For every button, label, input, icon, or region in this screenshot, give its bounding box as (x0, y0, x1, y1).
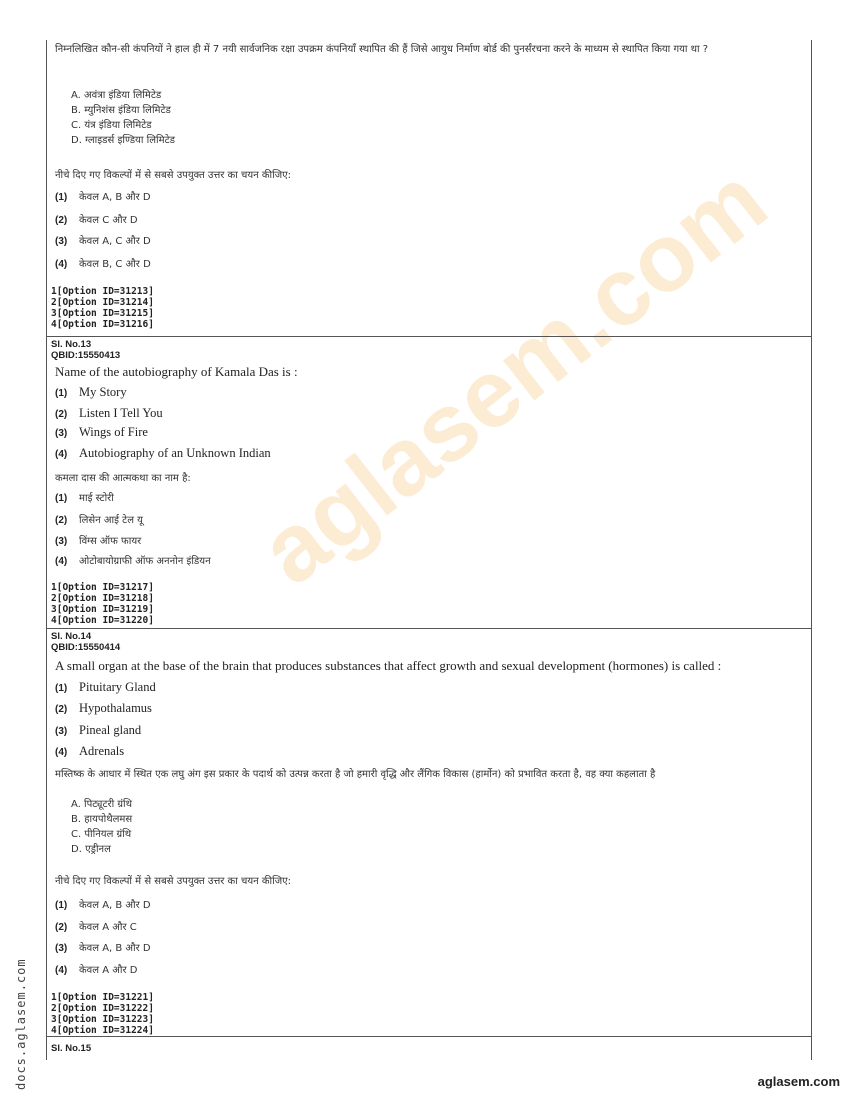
option-id-list: 1[Option ID=31213] 2[Option ID=31214] 3[Option ID=31215] 4[Option ID=31216] (51, 286, 154, 330)
choose-instruction: नीचे दिए गए विकल्पों में से सबसे उपयुक्त उत्तर का चयन कीजिए: (55, 876, 292, 887)
option-3-english[interactable]: (3) Wings of Fire (55, 425, 148, 439)
option-1-english[interactable]: (1) Pituitary Gland (55, 680, 156, 694)
question-text-hindi: कमला दास की आत्मकथा का नाम है: (55, 473, 191, 484)
statement-b: B. म्युनिशंस इंडिया लिमिटेड (71, 105, 171, 116)
serial-number: Sl. No.13 (51, 339, 92, 350)
option-1-english[interactable]: (1) My Story (55, 385, 127, 399)
question-12 (47, 40, 811, 336)
option-2-hindi[interactable]: (2) लिसेन आई टेल यू (55, 515, 143, 526)
watermark: aglasem.com (240, 146, 786, 606)
option-id-list: 1[Option ID=31221] 2[Option ID=31222] 3[Option ID=31223] 4[Option ID=31224] (51, 992, 154, 1036)
statement-d: D. ग्लाइडर्स इण्डिया लिमिटेड (71, 135, 175, 146)
option-2-english[interactable]: (2) Hypothalamus (55, 701, 152, 715)
question-paper-frame (46, 40, 812, 1060)
option-id-list: 1[Option ID=31217] 2[Option ID=31218] 3[Option ID=31219] 4[Option ID=31220] (51, 582, 154, 626)
option-2[interactable]: (2) केवल A और C (55, 922, 137, 933)
question-15 (47, 1036, 811, 1061)
statement-a: A. अवंत्रा इंडिया लिमिटेड (71, 90, 162, 101)
question-text-hindi: निम्नलिखित कौन-सी कंपनियों ने हाल ही में 7 नयी सार्वजनिक रक्षा उपक्रम कंपनियाँ स्थापित की हैं जिसे आयुध निर्माण बोर्ड की पुनर्संरचना करने के माध्यम से स्थापित किया गया था ? (55, 44, 709, 55)
option-2-english[interactable]: (2) Listen I Tell You (55, 406, 163, 420)
choose-instruction: नीचे दिए गए विकल्पों में से सबसे उपयुक्त उत्तर का चयन कीजिए: (55, 170, 292, 181)
question-13 (47, 336, 811, 629)
statement-b: B. हायपोथैलमस (71, 814, 133, 825)
statement-d: D. एड्रीनल (71, 844, 111, 855)
serial-number: Sl. No.15 (51, 1043, 92, 1054)
option-2[interactable]: (2) केवल C और D (55, 215, 138, 226)
option-4-english[interactable]: (4) Autobiography of an Unknown Indian (55, 446, 271, 460)
statement-c: C. पीनियल ग्रंथि (71, 829, 132, 840)
statement-a: A. पिट्यूटरी ग्रंथि (71, 799, 132, 810)
option-3[interactable]: (3) केवल A, C और D (55, 236, 151, 247)
option-4[interactable]: (4) केवल B, C और D (55, 259, 151, 270)
option-4-hindi[interactable]: (4) ओटोबायोग्राफी ऑफ अननोन इंडियन (55, 556, 211, 567)
qbid: QBID:15550414 (51, 642, 121, 653)
option-3[interactable]: (3) केवल A, B और D (55, 943, 151, 954)
question-text-hindi: मस्तिष्क के आधार में स्थित एक लघु अंग इस प्रकार के पदार्थ को उत्पन्न करता है जो हमारी वृद्धि और लैंगिक विकास (हार्मोन) को प्रभावित करता है, वह क्या कहलाता है (55, 769, 656, 780)
statement-c: C. यंत्र इंडिया लिमिटेड (71, 120, 152, 131)
brand-footer: aglasem.com (757, 1074, 840, 1089)
question-14 (47, 628, 811, 1037)
option-3-hindi[interactable]: (3) विंग्स ऑफ फायर (55, 536, 142, 547)
option-1[interactable]: (1) केवल A, B और D (55, 192, 151, 203)
question-text-english: A small organ at the base of the brain that produces substances that affect growth and sexual development (hormones) is called : (55, 658, 722, 673)
option-1-hindi[interactable]: (1) माई स्टोरी (55, 493, 114, 504)
option-3-english[interactable]: (3) Pineal gland (55, 723, 142, 737)
side-watermark-text: docs.aglasem.com (14, 958, 28, 1090)
option-1[interactable]: (1) केवल A, B और D (55, 900, 151, 911)
option-4[interactable]: (4) केवल A और D (55, 965, 138, 976)
option-4-english[interactable]: (4) Adrenals (55, 744, 125, 758)
qbid: QBID:15550413 (51, 350, 121, 361)
question-text-english: Name of the autobiography of Kamala Das is : (55, 364, 298, 379)
serial-number: Sl. No.14 (51, 631, 92, 642)
